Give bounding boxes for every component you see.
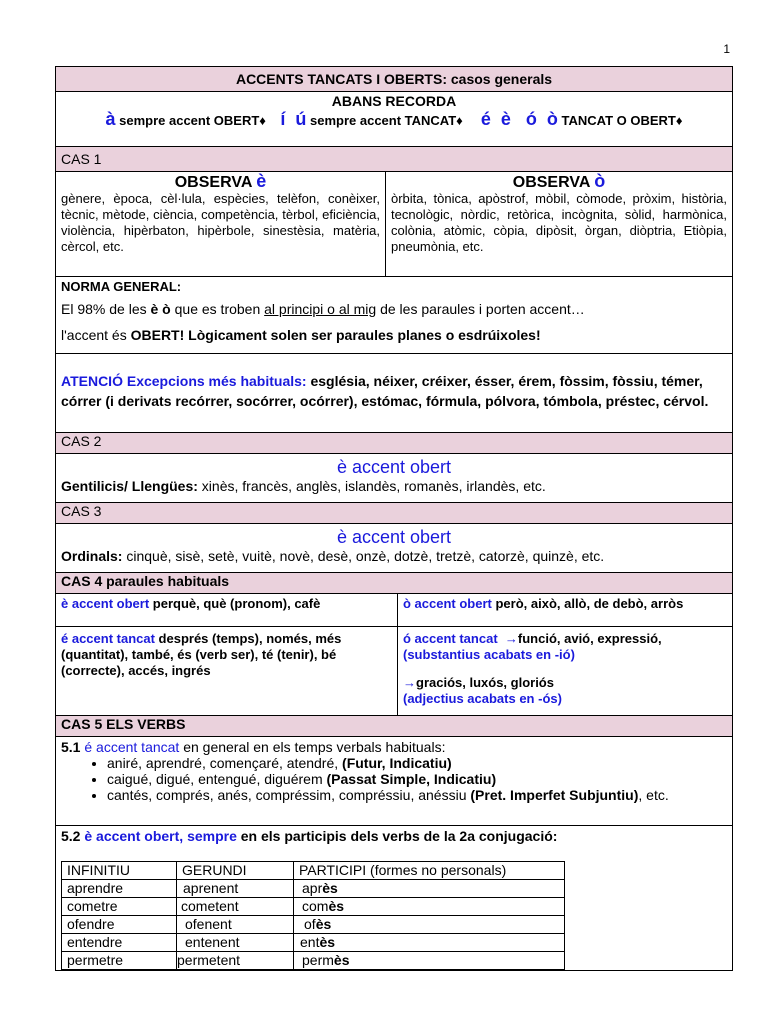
cas3-cell xyxy=(56,524,733,573)
verb-forms-table xyxy=(61,861,565,970)
verb-tense-list xyxy=(61,755,727,803)
atencio-cell xyxy=(56,354,733,433)
abans-rules xyxy=(61,111,727,129)
table-row: ofendre ofenent ofès xyxy=(62,916,565,934)
table-row: cometre cometent comès xyxy=(62,898,565,916)
atencio-text: ATENCIÓ Excepcions més habituals: església, néixer, créixer, ésser, érem, fòssim, fòssiu, témer, córrer (i derivats recórrer, socórrer, ocórrer), estómac, fórmula, pólvora, tómbola, préstec, cérvol. xyxy=(61,373,709,409)
table-row: entendre entenent entès xyxy=(62,934,565,952)
cas1-left-title: OBSERVA è xyxy=(174,171,267,191)
eo-rule: TANCAT O OBERT xyxy=(557,113,676,128)
cas5-2-cell xyxy=(56,826,733,971)
o-obert-label: ò accent obert xyxy=(403,596,492,611)
section-5-1-heading: 5.1 é accent tancat en general en els temps verbals habituals: xyxy=(61,739,446,755)
o-tancat-text2: graciós, luxós, gloriós xyxy=(416,675,554,690)
cas4-e-obert-cell xyxy=(56,594,398,627)
cas3-heading: è accent obert xyxy=(336,527,452,547)
norma-line1: El 98% de les è ò que es troben al principi o al mig de les paraules i porten accent… xyxy=(61,301,585,317)
o-open-letter: ò xyxy=(594,171,606,191)
o-tancat-label: ó accent tancat xyxy=(403,631,498,646)
cas2-heading: è accent obert xyxy=(336,457,452,477)
norma-label: NORMA GENERAL: xyxy=(61,279,182,294)
e-tancat-text: després (temps), només, més (quantitat), també, és (verb ser), té (tenir), bé (correcte), accés, ingrés xyxy=(61,631,342,678)
e-open-letter: è xyxy=(256,171,267,191)
o-obert-text: però, això, allò, de debò, arròs xyxy=(491,596,684,611)
atencio-label: ATENCIÓ Excepcions més habituals: xyxy=(61,373,307,389)
e-obert-text: perquè, què (pronom), cafè xyxy=(149,596,321,611)
eo-letters: é è ó ò xyxy=(480,109,558,129)
cas5-label: CAS 5 ELS VERBS xyxy=(56,716,733,737)
list-item: • aniré, aprendré, començaré, atendré, (Futur, Indicatiu) xyxy=(107,755,727,771)
arrow-right-icon: → xyxy=(504,631,518,646)
document-title: ACCENTS TANCATS I OBERTS: casos generals xyxy=(56,67,733,92)
cas3-text: Ordinals: cinquè, sisè, setè, vuitè, novè, desè, onzè, dotzè, tretzè, catorzè, quinzè, etc. xyxy=(61,548,605,564)
cas3-label: CAS 3 xyxy=(56,503,733,524)
abans-recorda-cell xyxy=(56,92,733,147)
e-tancat-label: é accent tancat xyxy=(61,631,155,646)
iu-rule: sempre accent TANCAT xyxy=(306,113,457,128)
page-number: 1 xyxy=(723,42,730,56)
arrow-right-icon: → xyxy=(403,675,416,690)
cas1-right-words: òrbita, tònica, apòstrof, mòbil, còmode, pròxim, història, tecnològic, nòrdic, retòrica, incògnita, sòlid, harmònica, colònia, atòmic, còpia, dipòsit, òrgan, diòptria, Etiòpia, pneumònia, etc. xyxy=(391,191,727,254)
cas2-cell xyxy=(56,454,733,503)
diamond-icon: ♦ xyxy=(675,113,683,128)
cas4-o-obert-cell xyxy=(398,594,733,627)
table-header-row: INFINITIU GERUNDI PARTICIPI (formes no personals) xyxy=(62,862,565,880)
table-row: permetre permetent permès xyxy=(62,952,565,970)
diamond-icon: ♦ xyxy=(456,113,463,128)
iu-letters: í ú xyxy=(280,109,307,129)
cas4-o-tancat-cell xyxy=(398,627,733,716)
cas1-left-cell xyxy=(56,172,386,277)
cas4-e-tancat-cell xyxy=(56,627,398,716)
norma-general-cell xyxy=(56,277,733,354)
cas2-text: Gentilicis/ Llengües: xinès, francès, anglès, islandès, romanès, irlandès, etc. xyxy=(61,478,546,494)
cas2-label: CAS 2 xyxy=(56,433,733,454)
diamond-icon: ♦ xyxy=(259,113,266,128)
norma-line2: l'accent és OBERT! Lògicament solen ser paraules planes o esdrúixoles! xyxy=(61,327,541,343)
list-item: • cantés, comprés, anés, compréssim, compréssiu, anéssiu (Pret. Imperfet Subjuntiu), etc. xyxy=(107,787,727,803)
e-obert-label: è accent obert xyxy=(61,596,150,611)
a-letter: à xyxy=(105,109,116,129)
cas1-left-words: gènere, època, cèl·lula, espècies, telèfon, conèixer, tècnic, mètode, ciència, competència, tèrbol, eficiència, violència, hipèrbaton, hipèrbole, sinestèsia, matèria, cèrcol, etc. xyxy=(61,191,380,254)
o-tancat-note1: (substantius acabats en -ió) xyxy=(403,647,575,662)
table-row: aprendre aprenent après xyxy=(62,880,565,898)
cas1-right-cell xyxy=(386,172,733,277)
cas1-right-title: OBSERVA ò xyxy=(512,171,606,191)
o-tancat-note2: (adjectius acabats en -ós) xyxy=(403,691,562,706)
abans-heading: ABANS RECORDA xyxy=(331,93,457,109)
a-rule: sempre accent OBERT xyxy=(115,113,260,128)
cas4-label: CAS 4 paraules habituals xyxy=(56,573,733,594)
section-5-2-heading: 5.2 è accent obert, sempre en els participis dels verbs de la 2a conjugació: xyxy=(61,828,558,844)
o-tancat-text1: funció, avió, expressió, xyxy=(517,631,662,646)
accents-table xyxy=(55,66,733,971)
cas1-label: CAS 1 xyxy=(56,147,733,172)
list-item: • caigué, digué, entengué, diguérem (Passat Simple, Indicatiu) xyxy=(107,771,727,787)
cas5-1-cell xyxy=(56,737,733,826)
